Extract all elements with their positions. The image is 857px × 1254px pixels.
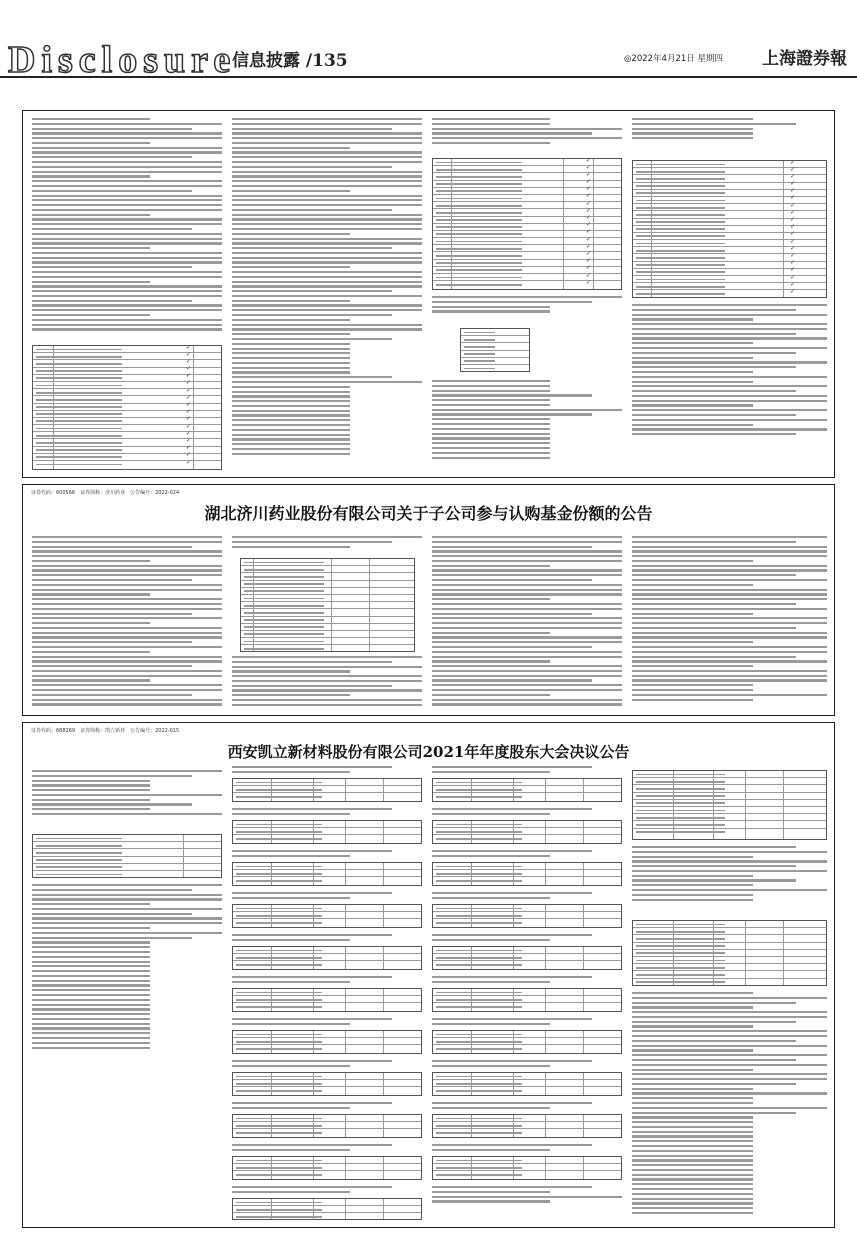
text-column bbox=[632, 846, 827, 916]
form-table bbox=[460, 328, 530, 372]
text-column bbox=[232, 766, 422, 776]
text-column bbox=[432, 380, 622, 470]
text-column bbox=[32, 536, 222, 712]
vote-table bbox=[432, 820, 622, 844]
vote-table bbox=[432, 1156, 622, 1180]
vote-table bbox=[432, 778, 622, 802]
text-column bbox=[232, 892, 422, 902]
text-column bbox=[632, 304, 827, 454]
text-column bbox=[632, 536, 827, 712]
article-meta: 证券代码：688269 证券简称：凯立新材 公告编号：2022-015 bbox=[31, 728, 180, 734]
vote-table bbox=[632, 770, 827, 840]
text-column bbox=[232, 1186, 422, 1196]
vote-table bbox=[232, 946, 422, 970]
text-column bbox=[432, 118, 622, 158]
text-column bbox=[632, 118, 827, 158]
masthead bbox=[0, 0, 857, 81]
vote-table bbox=[432, 862, 622, 886]
text-column bbox=[432, 1060, 622, 1070]
text-column bbox=[432, 934, 622, 944]
text-column bbox=[32, 884, 222, 1220]
vote-table bbox=[432, 1114, 622, 1138]
article-meta: 证券代码：600566 证券简称：济川药业 公告编号：2022-024 bbox=[31, 490, 180, 496]
text-column bbox=[432, 850, 622, 860]
vote-table bbox=[432, 1072, 622, 1096]
text-column bbox=[432, 1102, 622, 1112]
vote-table bbox=[232, 904, 422, 928]
text-column bbox=[232, 1018, 422, 1028]
vote-table bbox=[232, 778, 422, 802]
text-column bbox=[432, 1144, 622, 1154]
article-title: 西安凯立新材料股份有限公司2021年年度股东大会决议公告 bbox=[227, 743, 630, 761]
vote-table bbox=[232, 862, 422, 886]
vote-table bbox=[232, 1198, 422, 1220]
vote-table bbox=[432, 988, 622, 1012]
text-column bbox=[432, 766, 622, 776]
text-column bbox=[32, 770, 222, 830]
text-column bbox=[232, 1060, 422, 1070]
text-column bbox=[232, 934, 422, 944]
proposal-table bbox=[32, 345, 222, 470]
article-title: 湖北济川药业股份有限公司关于子公司参与认购基金份额的公告 bbox=[204, 504, 653, 523]
text-column bbox=[432, 808, 622, 818]
text-column bbox=[232, 118, 422, 468]
vote-table bbox=[232, 988, 422, 1012]
text-column bbox=[232, 536, 422, 556]
text-column bbox=[232, 1144, 422, 1154]
newspaper-brand: 上海證券報 bbox=[762, 49, 847, 69]
vote-table bbox=[232, 1072, 422, 1096]
vote-table bbox=[632, 920, 827, 986]
disclosure-logo: Disclosure bbox=[8, 39, 237, 81]
section-title: 信息披露 /135 bbox=[232, 51, 348, 71]
text-column bbox=[232, 656, 422, 712]
vote-table bbox=[232, 1030, 422, 1054]
text-column bbox=[432, 1186, 622, 1216]
text-column bbox=[232, 808, 422, 818]
issue-date: ◎2022年4月21日 星期四 bbox=[624, 54, 723, 64]
vote-table bbox=[432, 904, 622, 928]
proposal-table bbox=[632, 160, 827, 298]
text-column bbox=[232, 850, 422, 860]
vote-table bbox=[232, 820, 422, 844]
text-column bbox=[632, 992, 827, 1222]
text-column bbox=[432, 1018, 622, 1028]
text-column bbox=[32, 118, 222, 338]
partners-table bbox=[240, 558, 415, 652]
text-column bbox=[432, 976, 622, 986]
text-column bbox=[432, 892, 622, 902]
text-column bbox=[432, 296, 622, 326]
vote-table bbox=[432, 1030, 622, 1054]
vote-table bbox=[232, 1114, 422, 1138]
proposal-table bbox=[432, 158, 622, 290]
vote-table bbox=[432, 946, 622, 970]
text-column bbox=[232, 976, 422, 986]
text-column bbox=[232, 1102, 422, 1112]
vote-table bbox=[232, 1156, 422, 1180]
attendance-table bbox=[32, 834, 222, 878]
text-column bbox=[432, 536, 622, 712]
